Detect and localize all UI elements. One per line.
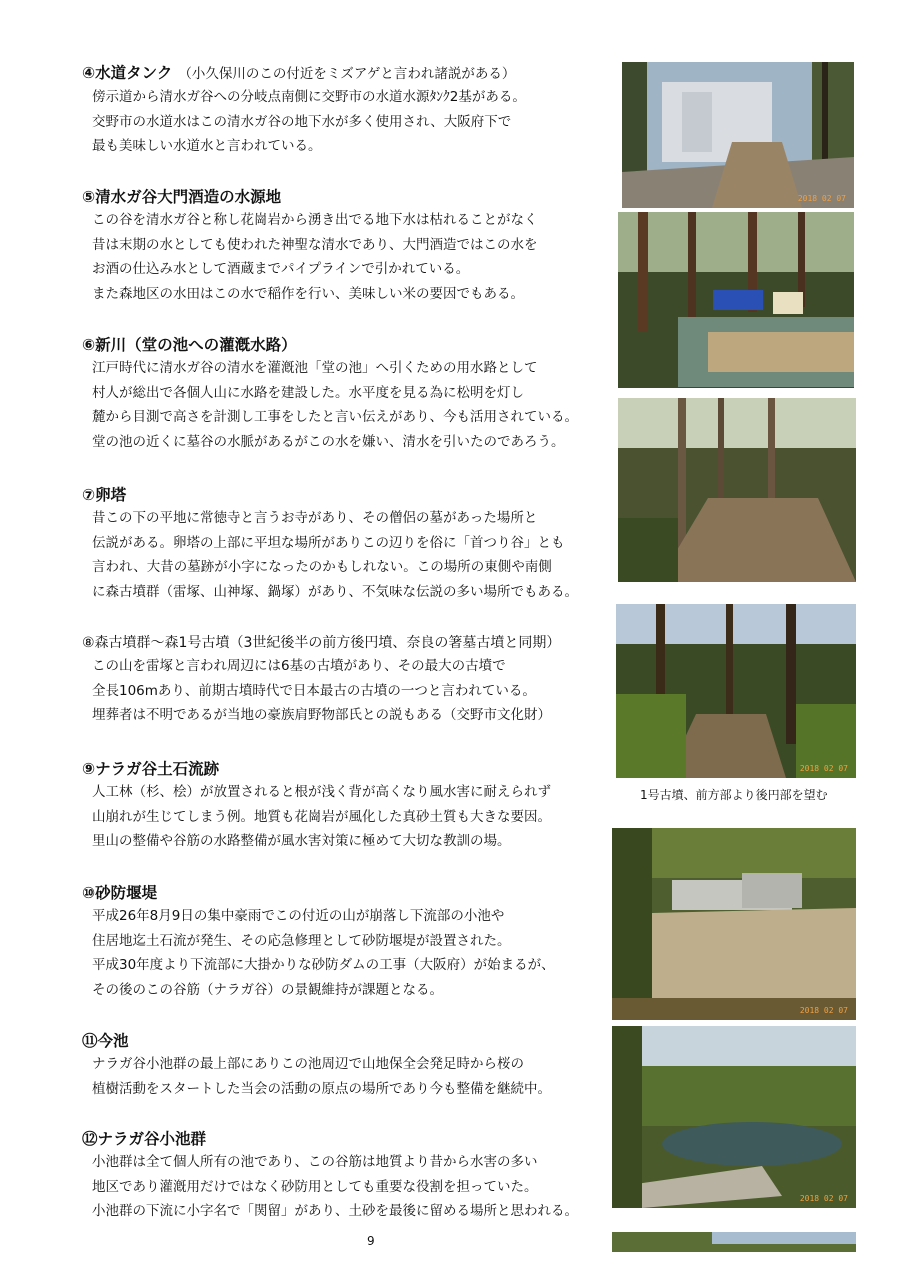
body-line: 人工林（杉、桧）が放置されると根が浅く背が高くなり風水害に耐えられず: [92, 784, 551, 800]
body-line: 平成30年度より下流部に大掛かりな砂防ダムの工事（大阪府）が始まるが、: [92, 957, 555, 973]
body-line: 小池群の下流に小字名で「関留」があり、土砂を最後に留める場所と思われる。: [92, 1203, 578, 1219]
photo-date-stamp: 2018 02 07: [797, 194, 846, 203]
body-line: 里山の整備や谷筋の水路整備が風水害対策に極めて大切な教訓の場。: [92, 833, 511, 849]
photo-imaike: [612, 1026, 856, 1208]
body-line: 平成26年8月9日の集中豪雨でこの付近の山が崩落し下流部の小池や: [92, 908, 505, 924]
body-line: 麓から目測で高さを計測し工事をしたと言い伝えがあり、今も活用されている。: [92, 409, 578, 425]
section-heading: ⑨ナラガ谷土石流跡: [82, 760, 220, 778]
body-line: 埋葬者は不明であるが当地の豪族肩野物部氏との説もある（交野市文化財）: [92, 707, 551, 723]
photo-shimizu-source: [618, 212, 854, 388]
section-heading: ⑥新川（堂の池への灌漑水路）: [82, 336, 297, 354]
body-line: 堂の池の近くに墓谷の水脈があるがこの水を嫌い、清水を引いたのであろう。: [92, 433, 565, 450]
body-line: 全長106mあり、前期古墳時代で日本最古の古墳の一つと言われている。: [92, 682, 536, 699]
body-line: 交野市の水道水はこの清水ガ谷の地下水が多く使用され、大阪府下で: [92, 113, 512, 130]
photo-naraga-ponds: [612, 1232, 856, 1252]
body-line: この谷を清水ガ谷と称し花崗岩から湧き出でる地下水は枯れることがなく: [92, 212, 538, 228]
section-imaike: [82, 1030, 551, 1101]
body-line: その後のこの谷筋（ナラガ谷）の景観維持が課題となる。: [92, 981, 443, 998]
body-line: 小池群は全て個人所有の池であり、この谷筋は地質より昔から水害の多い: [92, 1154, 538, 1170]
body-line: 言われ、大昔の墓跡が小字になったのかもしれない。この場所の東側や南側: [92, 559, 552, 575]
photo-shinkawa: [618, 398, 856, 582]
section-heading: ⑦卵塔: [82, 486, 127, 504]
section-ranto: [82, 484, 578, 604]
body-line: この山を雷塚と言われ周辺には6基の古墳があり、その最大の古墳で: [92, 658, 506, 674]
section-heading: ⑪今池: [82, 1032, 129, 1050]
body-line: 昔この下の平地に常徳寺と言うお寺があり、その僧侶の墓があった場所と: [92, 510, 538, 526]
photo-date-stamp: 2018 02 07: [799, 764, 848, 773]
section-mori-kofun: [82, 632, 560, 728]
photo-date-stamp: 2018 02 07: [799, 1006, 848, 1015]
body-line: 植樹活動をスタートした当会の活動の原点の場所であり今も整備を継続中。: [92, 1080, 551, 1097]
section-heading: ④水道タンク （小久保川のこの付近をミズアゲと言われ諸説がある）: [82, 64, 516, 82]
photo-date-stamp: 2018 02 07: [799, 1194, 848, 1203]
body-line: 地区であり灌漑用だけではなく砂防用としても重要な役割を担っていた。: [92, 1178, 538, 1195]
section-naraga-debris: [82, 758, 551, 854]
body-line: 山崩れが生じてしまう例。地質も花崗岩が風化した真砂土質も大きな要因。: [92, 808, 551, 825]
body-line: 昔は末期の水としても使われた神聖な清水であり、大門酒造ではこの水を: [92, 236, 538, 253]
body-line: 村人が総出で各個人山に水路を建設した。水平度を見る為に松明を灯し: [92, 384, 524, 401]
photo-sabo-dam: [612, 828, 856, 1020]
section-heading: ⑫ナラガ谷小池群: [82, 1130, 207, 1148]
body-line: 住居地迄土石流が発生、その応急修理として砂防堰堤が設置された。: [92, 932, 511, 949]
section-heading: ⑧森古墳群～森1号古墳（3世紀後半の前方後円墳、奈良の箸墓古墳と同期）: [82, 635, 561, 651]
section-water-tank: [82, 62, 526, 159]
photo-water-tank: [622, 62, 854, 208]
photo-mori-kofun: [616, 604, 856, 778]
section-naraga-ponds: [82, 1128, 578, 1224]
body-line: 傍示道から清水ガ谷への分岐点南側に交野市の水道水源ﾀﾝｸ2基がある。: [92, 89, 526, 105]
body-line: お酒の仕込み水として酒蔵までパイプラインで引かれている。: [92, 261, 470, 277]
body-line: 最も美味しい水道水と言われている。: [92, 138, 322, 154]
body-line: 伝説がある。卵塔の上部に平坦な場所がありこの辺りを俗に「首つり谷」とも: [92, 534, 565, 551]
body-line: ナラガ谷小池群の最上部にありこの池周辺で山地保全会発足時から桜の: [92, 1056, 524, 1072]
section-subheading: （小久保川のこの付近をミズアゲと言われ諸説がある）: [178, 66, 516, 82]
body-line: 江戸時代に清水ガ谷の清水を灌漑池「堂の池」へ引くための用水路として: [92, 360, 538, 376]
section-shimizu-source: [82, 186, 538, 306]
section-shinkawa: [82, 334, 578, 454]
section-heading: ⑩砂防堰堤: [82, 884, 158, 902]
page-number: 9: [367, 1234, 375, 1248]
section-heading: ⑤清水ガ谷大門酒造の水源地: [82, 188, 282, 206]
section-sabo-dam: [82, 882, 555, 1002]
body-line: に森古墳群（雷塚、山神塚、鍋塚）があり、不気味な伝説の多い場所でもある。: [92, 583, 578, 600]
photo-caption: 1号古墳、前方部より後円部を望む: [640, 788, 828, 802]
body-line: また森地区の水田はこの水で稲作を行い、美味しい米の要因でもある。: [92, 285, 524, 302]
